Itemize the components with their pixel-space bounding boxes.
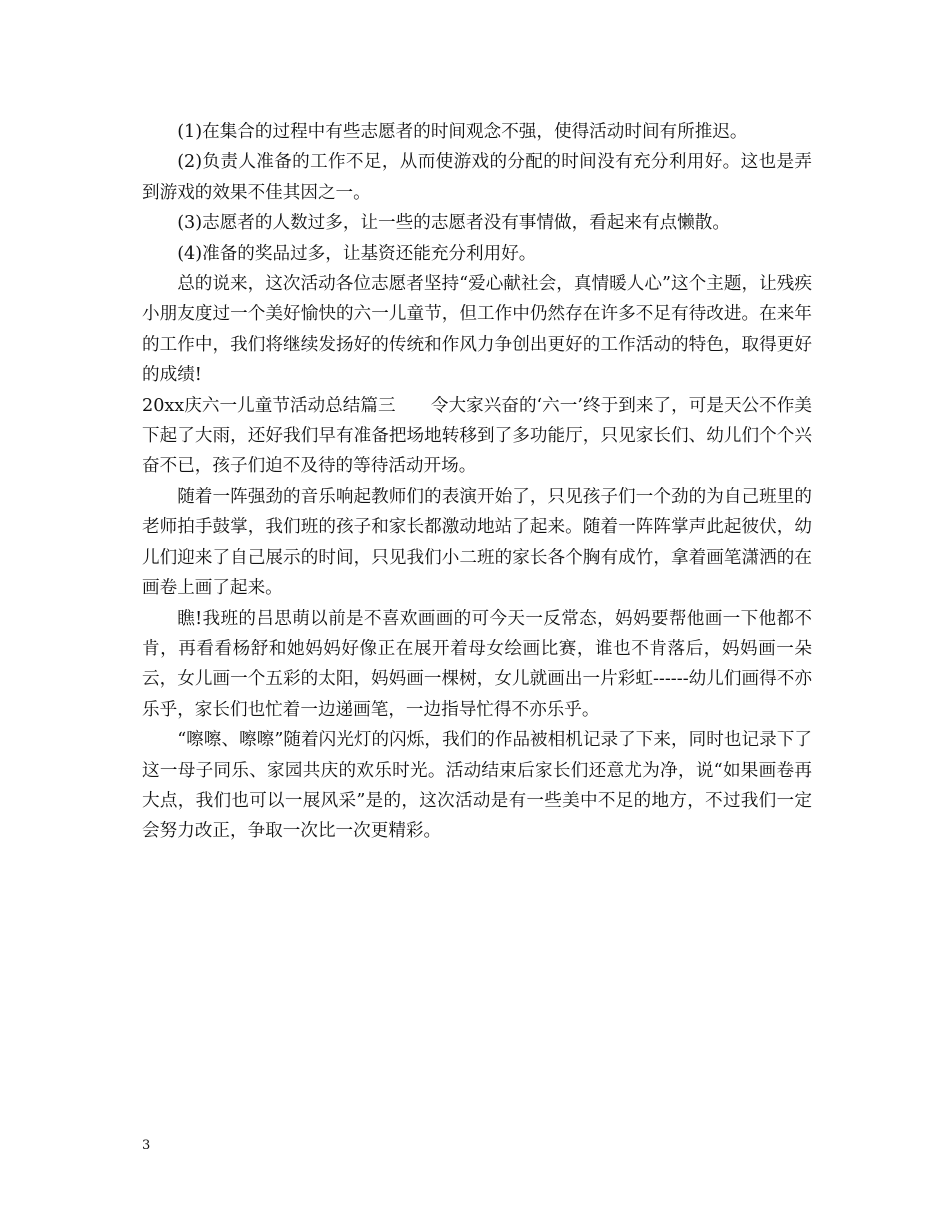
paragraph-3: (3)志愿者的人数过多，让一些的志愿者没有事情做，看起来有点懒散。: [177, 213, 730, 234]
paragraph-8: 瞧!我班的吕思萌以前是不喜欢画画的可今天一反常态，妈妈要帮他画一下他都不肯，再看看杨舒和她妈妈好像正在展开着母女绘画比赛，谁也不肯落后，妈妈画一朵云，女儿画一个五彩的太阳，妈妈画一棵树，女儿就画出一片彩虹------幼儿们画得不亦乐乎，家长们也忙着一边递画笔，一边指导忙得不亦乐乎。: [142, 608, 812, 720]
paragraph-1: (1)在集合的过程中有些志愿者的时间观念不强，使得活动时间有所推迟。: [177, 122, 748, 142]
paragraph-5: 总的说来，这次活动各位志愿者坚持“爱心献社会，真情暖人心”这个主题，让残疾小朋友度过一个美好愉快的六一儿童节，但工作中仍然存在许多不足有待改进。在来年的工作中，我们将继续发扬好的传统和作风力争创出更好的工作活动的特色，取得更好的成绩!: [142, 274, 812, 386]
paragraph-9: “嚓嚓、嚓嚓”随着闪光灯的闪烁，我们的作品被相机记录了下来，同时也记录下了这一母子同乐、家园共庆的欢乐时光。活动结束后家长们还意尤为净，说“如果画卷再大点，我们也可以一展风采”是的，这次活动是有一些美中不足的地方，不过我们一定会努力改正，争取一次比一次更精彩。: [142, 730, 812, 842]
paragraph-6-section-heading: 20xx庆六一儿童节活动总结篇三 令大家兴奋的‘六一’终于到来了，可是天公不作美下起了大雨，还好我们早有准备把场地转移到了多功能厅，只见家长们、幼儿们个个兴奋不已，孩子们迫不及待的等待活动开场。: [142, 395, 812, 477]
document-body: [142, 117, 812, 847]
paragraph-2: (2)负责人准备的工作不足，从而使游戏的分配的时间没有充分利用好。这也是弄到游戏的效果不佳其因之一。: [142, 152, 812, 203]
page-number: 3: [142, 1138, 151, 1153]
paragraph-7: 随着一阵强劲的音乐响起教师们的表演开始了，只见孩子们一个劲的为自己班里的老师拍手鼓掌，我们班的孩子和家长都激动地站了起来。随着一阵阵掌声此起彼伏，幼儿们迎来了自己展示的时间，只见我们小二班的家长各个胸有成竹，拿着画笔潇洒的在画卷上画了起来。: [142, 486, 812, 599]
paragraph-4: (4)准备的奖品过多，让基资还能充分利用好。: [177, 243, 537, 264]
